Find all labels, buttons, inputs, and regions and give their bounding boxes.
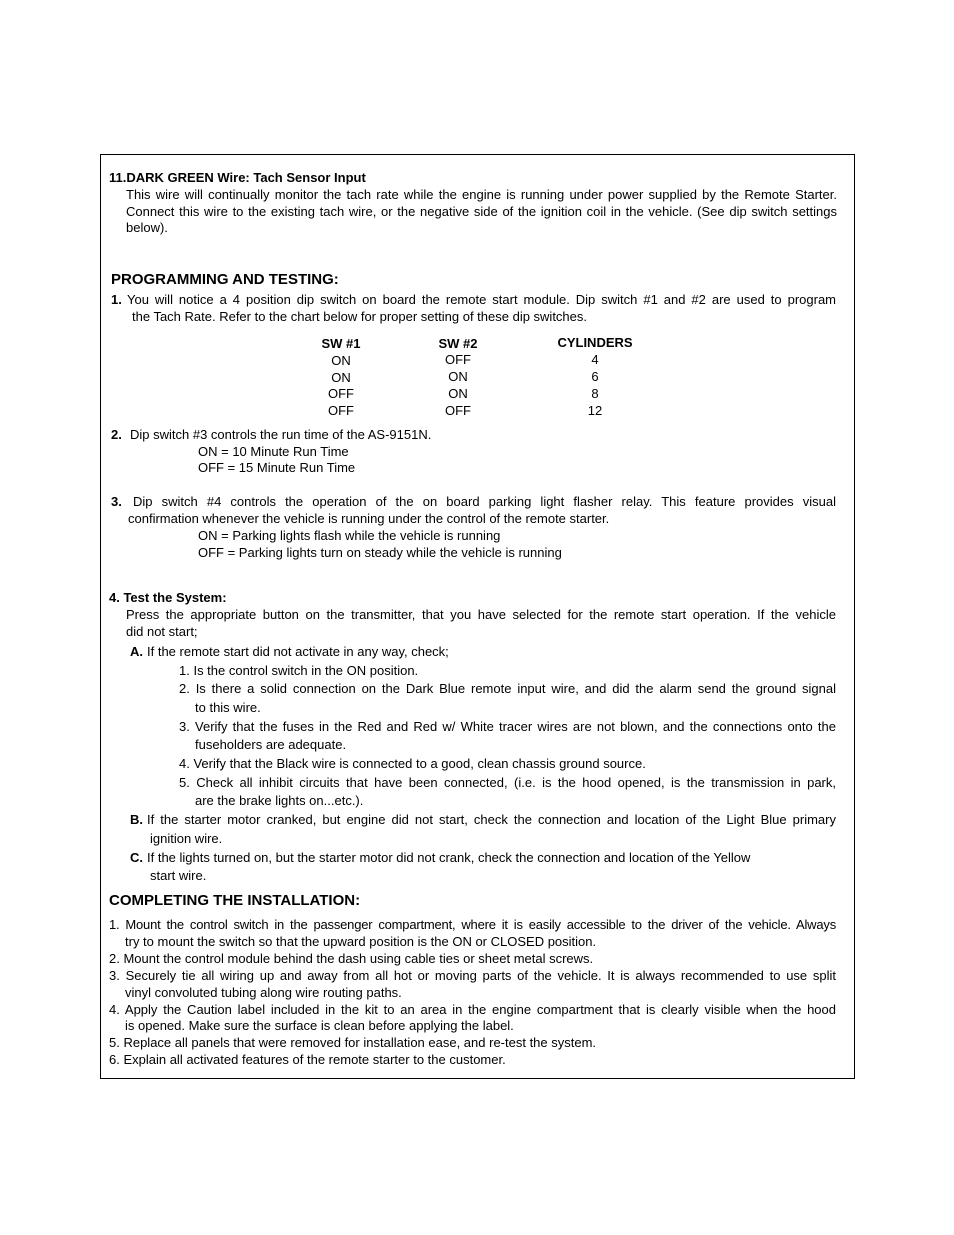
- item-2-off: OFF = 15 Minute Run Time: [198, 460, 356, 475]
- table-cell: OFF: [445, 352, 471, 367]
- section-11-title: 11.DARK GREEN Wire: Tach Sensor Input: [109, 170, 366, 185]
- table-header-sw2: SW #2: [438, 336, 478, 351]
- table-header-cylinders: CYLINDERS: [557, 335, 633, 350]
- completing-item-1-cont: try to mount the switch so that the upward position is the ON or CLOSED position.: [125, 934, 597, 949]
- item-4c-line-1: If the lights turned on, but the starter motor did not crank, check the connection and location of the Yellow: [147, 850, 751, 865]
- programming-heading: PROGRAMMING AND TESTING:: [111, 271, 339, 288]
- item-4b-label: B.: [130, 812, 143, 827]
- table-cell: ON: [448, 369, 468, 384]
- item-4b-line-1: If the starter motor cranked, but engine did not start, check the connection and location of the Light Blue primary: [147, 812, 836, 827]
- item-3-off: OFF = Parking lights turn on steady while the vehicle is running: [198, 545, 562, 560]
- table-cell: 12: [587, 403, 603, 418]
- check-item-4: 4. Verify that the Black wire is connected to a good, clean chassis ground source.: [179, 756, 646, 771]
- item-2-on: ON = 10 Minute Run Time: [198, 444, 349, 459]
- table-header-sw1: SW #1: [321, 336, 361, 351]
- item-3-on: ON = Parking lights flash while the vehicle is running: [198, 528, 501, 543]
- check-item-2: 2. Is there a solid connection on the Dark Blue remote input wire, and did the alarm send the ground signal: [179, 681, 836, 696]
- table-cell: ON: [448, 386, 468, 401]
- item-4-line-1: Press the appropriate button on the transmitter, that you have selected for the remote start operation. If the vehicle: [126, 607, 836, 622]
- table-cell: 4: [591, 352, 599, 367]
- item-4a-text: If the remote start did not activate in any way, check;: [147, 644, 449, 659]
- item-4c-line-2: start wire.: [150, 868, 207, 883]
- item-2-line-1: Dip switch #3 controls the run time of the AS-9151N.: [130, 427, 432, 442]
- item-3-number: 3.: [111, 494, 122, 509]
- check-item-3: 3. Verify that the fuses in the Red and Red w/ White tracer wires are not blown, and the connections onto the: [179, 719, 836, 734]
- item-2-number: 2.: [111, 427, 122, 442]
- section-11-line-1: This wire will continually monitor the tach rate while the engine is running under power supplied by the Remote Starter.: [126, 187, 837, 202]
- table-cell: OFF: [328, 403, 354, 418]
- item-4-line-2: did not start;: [126, 624, 198, 639]
- check-item-3-cont: fuseholders are adequate.: [195, 737, 347, 752]
- table-cell: OFF: [328, 386, 354, 401]
- table-cell: 6: [591, 369, 599, 384]
- item-3-line-2: confirmation whenever the vehicle is running under the control of the remote starter.: [128, 511, 610, 526]
- check-item-5: 5. Check all inhibit circuits that have been connected, (i.e. is the hood opened, is the transmission in park,: [179, 775, 836, 790]
- completing-item-6: 6. Explain all activated features of the remote starter to the customer.: [109, 1052, 506, 1067]
- completing-item-5: 5. Replace all panels that were removed for installation ease, and re-test the system.: [109, 1035, 597, 1050]
- completing-item-4-cont: is opened. Make sure the surface is clean before applying the label.: [125, 1018, 514, 1033]
- table-cell: OFF: [445, 403, 471, 418]
- completing-item-2: 2. Mount the control module behind the dash using cable ties or sheet metal screws.: [109, 951, 594, 966]
- completing-item-4: 4. Apply the Caution label included in the kit to an area in the engine compartment that is clearly visible when the hood: [109, 1002, 836, 1017]
- section-11-line-2: Connect this wire to the existing tach wire, or the negative side of the ignition coil in the vehicle. (See dip switch settings: [126, 204, 837, 219]
- section-11-line-3: below).: [126, 220, 168, 235]
- item-4b-line-2: ignition wire.: [150, 831, 223, 846]
- check-item-1: 1. Is the control switch in the ON position.: [179, 663, 419, 678]
- item-3-line-1: Dip switch #4 controls the operation of the on board parking light flasher relay. This feature provides visual: [133, 494, 836, 509]
- item-1-line-2: the Tach Rate. Refer to the chart below for proper setting of these dip switches.: [132, 309, 588, 324]
- check-item-5-cont: are the brake lights on...etc.).: [195, 793, 364, 808]
- item-1-line-1: You will notice a 4 position dip switch on board the remote start module. Dip switch #1 and #2 are used to program: [127, 292, 836, 307]
- item-1-number: 1.: [111, 292, 122, 307]
- check-item-2-cont: to this wire.: [195, 700, 261, 715]
- completing-item-3: 3. Securely tie all wiring up and away from all hot or moving parts of the vehicle. It is always recommended to use split: [109, 968, 836, 983]
- completing-item-3-cont: vinyl convoluted tubing along wire routing paths.: [125, 985, 402, 1000]
- item-4a-label: A.: [130, 644, 143, 659]
- table-cell: 8: [591, 386, 599, 401]
- item-4-title: 4. Test the System:: [109, 590, 227, 605]
- completing-item-1: 1. Mount the control switch in the passenger compartment, where it is easily accessible to the driver of the vehicle. Always: [109, 917, 836, 932]
- item-4c-label: C.: [130, 850, 143, 865]
- table-cell: ON: [331, 370, 351, 385]
- completing-heading: COMPLETING THE INSTALLATION:: [109, 892, 361, 909]
- table-cell: ON: [331, 353, 351, 368]
